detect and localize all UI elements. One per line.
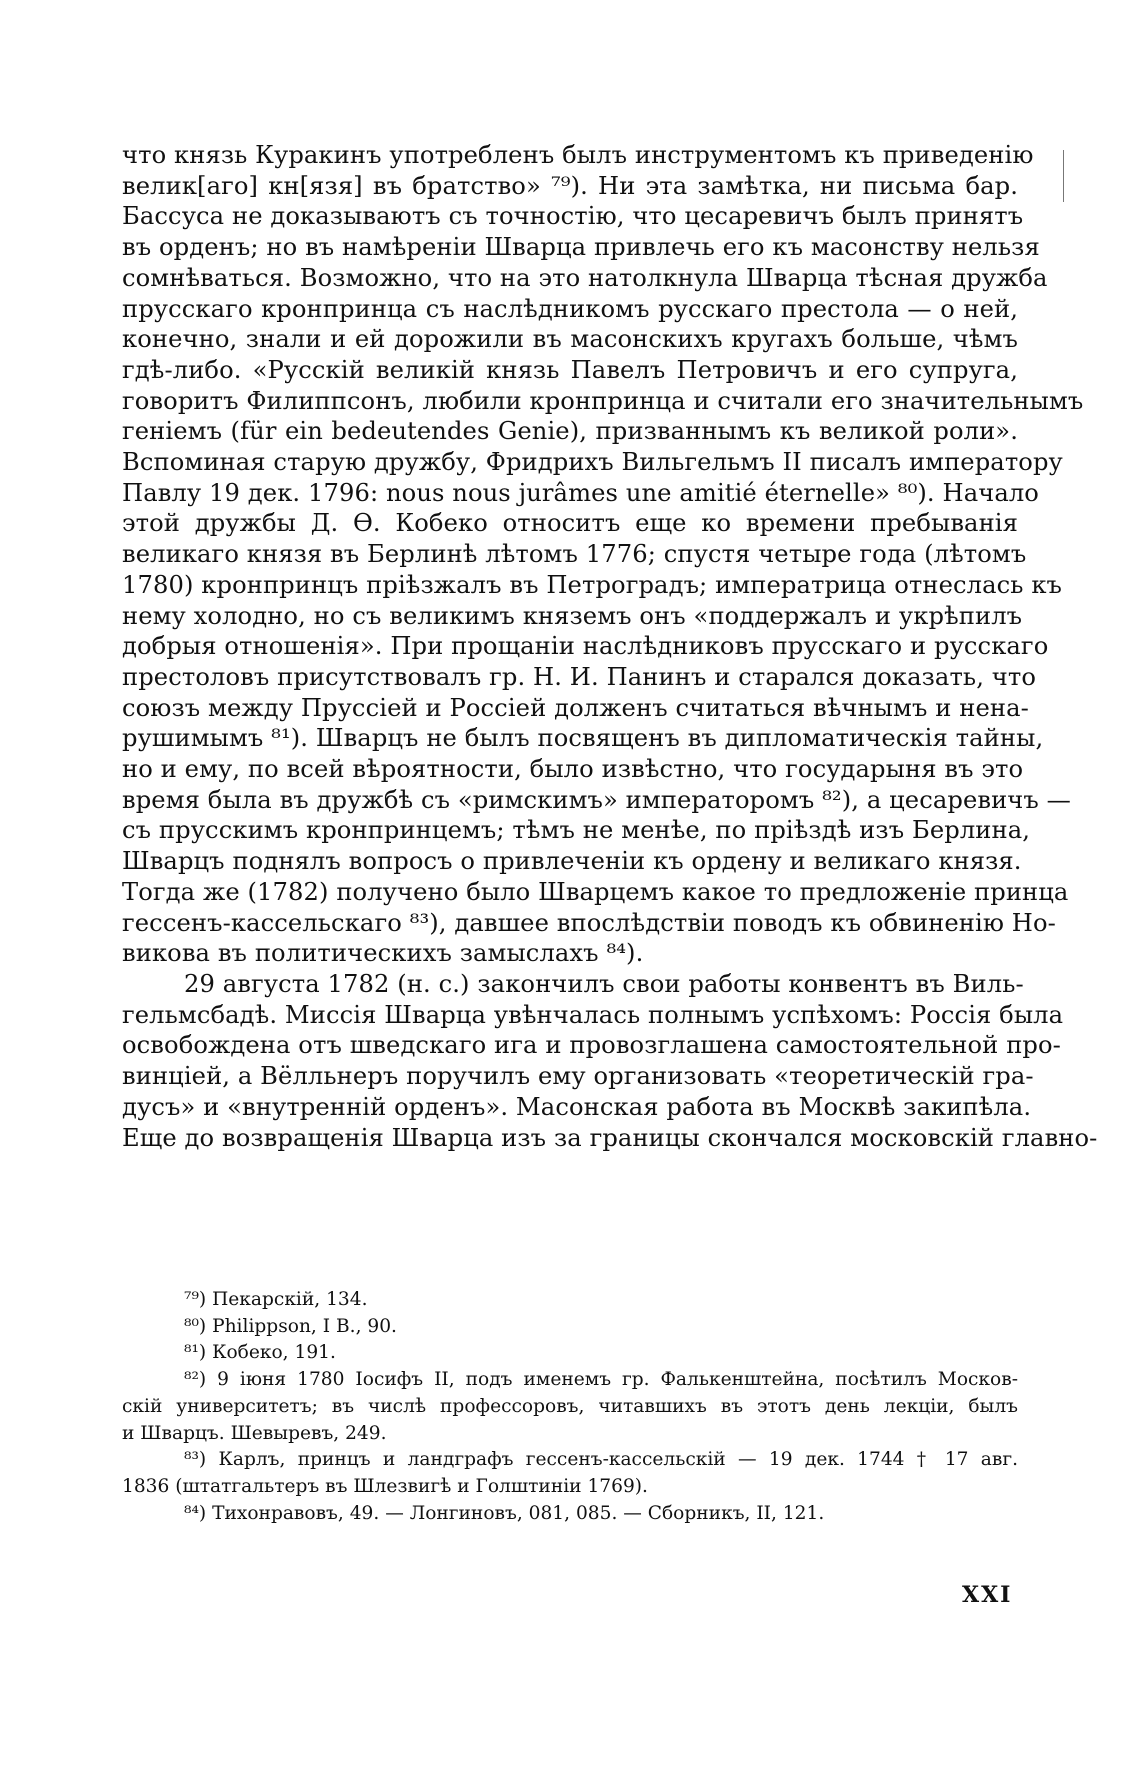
text-line: что князь Куракинъ употребленъ былъ инструментомъ къ приведенію [122, 141, 1034, 169]
footnote-line: ⁸³) Карлъ, принцъ и ландграфъ гессенъ-кассельскій — 19 дек. 1744 † 17 авг. [184, 1449, 1018, 1471]
text-line: Бассуса не доказываютъ съ точностію, что цесаревичъ былъ принятъ [122, 202, 1024, 231]
text-line: но и ему, по всей вѣроятности, было извѣстно, что государыня въ это [122, 755, 1024, 784]
text-line: престоловъ присутствовалъ гр. Н. И. Панинъ и старался доказать, что [122, 662, 1037, 691]
footnote-line: ⁸¹) Кобеко, 191. [184, 1342, 336, 1364]
text-line: викова въ политическихъ замыслахъ ⁸⁴). [122, 939, 644, 968]
text-line: съ прусскимъ кронпринцемъ; тѣмъ не менѣе, по пріѣздѣ изъ Берлина, [122, 816, 1031, 845]
text-line: геніемъ (für ein bedeutendes Genie), призваннымъ къ великой роли». [122, 417, 1018, 446]
footnote-line: ⁷⁹) Пекарскій, 134. [184, 1289, 368, 1310]
text-line: говоритъ Филиппсонъ, любили кронпринца и считали его значительнымъ [122, 386, 1084, 415]
text-line: дусъ» и «внутренній орденъ». Масонская работа въ Москвѣ закипѣла. [122, 1092, 1032, 1121]
text-line: конечно, знали и ей дорожили въ масонскихъ кругахъ больше, чѣмъ [122, 325, 1018, 354]
margin-mark [1063, 150, 1064, 202]
footnote-line: и Шварцъ. Шевыревъ, 249. [122, 1422, 387, 1444]
text-line: прусскаго кронпринца съ наслѣдникомъ русскаго престола — о ней, [122, 294, 1018, 323]
text-line: сомнѣваться. Возможно, что на это натолкнула Шварца тѣсная дружба [122, 263, 1048, 292]
footnote-line: ⁸⁴) Тихонравовъ, 49. — Лонгиновъ, 081, 085. — Сборникъ, II, 121. [184, 1502, 825, 1524]
text-line: велик[аго] кн[язя] въ братство» ⁷⁹). Ни эта замѣтка, ни письма бар. [122, 171, 1018, 200]
text-line: 29 августа 1782 (н. с.) закончилъ свои работы конвентъ въ Виль- [184, 969, 1024, 998]
text-line: великаго князя въ Берлинѣ лѣтомъ 1776; спустя четыре года (лѣтомъ [122, 540, 1027, 569]
footnote-83 [122, 1447, 1018, 1500]
footnote-81 [122, 1340, 1018, 1367]
text-line: освобождена отъ шведскаго ига и провозглашена самостоятельной про- [122, 1031, 1061, 1060]
text-line: рушимымъ ⁸¹). Шварцъ не былъ посвященъ въ дипломатическія тайны, [122, 724, 1044, 753]
text-line: добрыя отношенія». При прощаніи наслѣдниковъ прусскаго и русскаго [122, 632, 1049, 661]
text-line: Шварцъ поднялъ вопросъ о привлеченіи къ ордену и великаго князя. [122, 847, 1022, 876]
text-line: Еще до возвращенія Шварца изъ за границы скончался московскій главно- [122, 1123, 1098, 1152]
footnote-82 [122, 1367, 1018, 1447]
footnote-84 [122, 1501, 1018, 1528]
text-line: этой дружбы Д. Ѳ. Кобеко относитъ еще ко времени пребыванія [122, 509, 1018, 538]
text-line: 1780) кронпринцъ пріѣзжалъ въ Петроградъ; императрица отнеслась къ [122, 570, 1063, 599]
footnote-line: ⁸²) 9 іюня 1780 Іосифъ II, подъ именемъ гр. Фалькенштейна, посѣтилъ Москов- [184, 1369, 1018, 1391]
text-line: гдѣ-либо. «Русскій великій князь Павелъ Петровичъ и его супруга, [122, 355, 1018, 384]
paragraph-2 [122, 969, 1098, 1153]
main-text [122, 140, 1098, 1153]
text-line: союзъ между Пруссіей и Россіей долженъ считаться вѣчнымъ и нена- [122, 693, 1029, 722]
text-line: нему холодно, но съ великимъ княземъ онъ «поддержалъ и укрѣпилъ [122, 601, 1023, 630]
text-line: Вспоминая старую дружбу, Фридрихъ Вильгельмъ II писалъ императору [122, 448, 1063, 477]
page-number: XXI [962, 1582, 1013, 1608]
paragraph-1 [122, 140, 1084, 969]
text-line: въ орденъ; но въ намѣреніи Шварца привлечь его къ масонству нельзя [122, 233, 1040, 262]
text-line: время была въ дружбѣ съ «римскимъ» императоромъ ⁸²), а цесаревичъ — [122, 785, 1071, 814]
text-line: гессенъ-кассельскаго ⁸³), давшее впослѣдствіи поводъ къ обвиненію Но- [122, 908, 1056, 937]
footnote-80 [122, 1314, 1018, 1341]
footnote-line: ⁸⁰) Philippson, I B., 90. [184, 1315, 397, 1337]
text-line: Тогда же (1782) получено было Шварцемъ какое то предложеніе принца [122, 877, 1069, 906]
text-line: винціей, а Вёлльнеръ поручилъ ему организовать «теоретическій гра- [122, 1062, 1034, 1091]
footnote-line: 1836 (штатгальтеръ въ Шлезвигѣ и Голштиніи 1769). [122, 1475, 648, 1497]
footnote-line: скій университетъ; въ числѣ профессоровъ, читавшихъ въ этотъ день лекціи, былъ [122, 1395, 1018, 1417]
footnotes [122, 1287, 1018, 1527]
footnote-79 [122, 1287, 1018, 1314]
text-line: Павлу 19 дек. 1796: nous nous jurâmes une amitié éternelle» ⁸⁰). Начало [122, 478, 1039, 507]
text-line: гельмсбадѣ. Миссія Шварца увѣнчалась полнымъ успѣхомъ: Россія была [122, 1000, 1064, 1029]
